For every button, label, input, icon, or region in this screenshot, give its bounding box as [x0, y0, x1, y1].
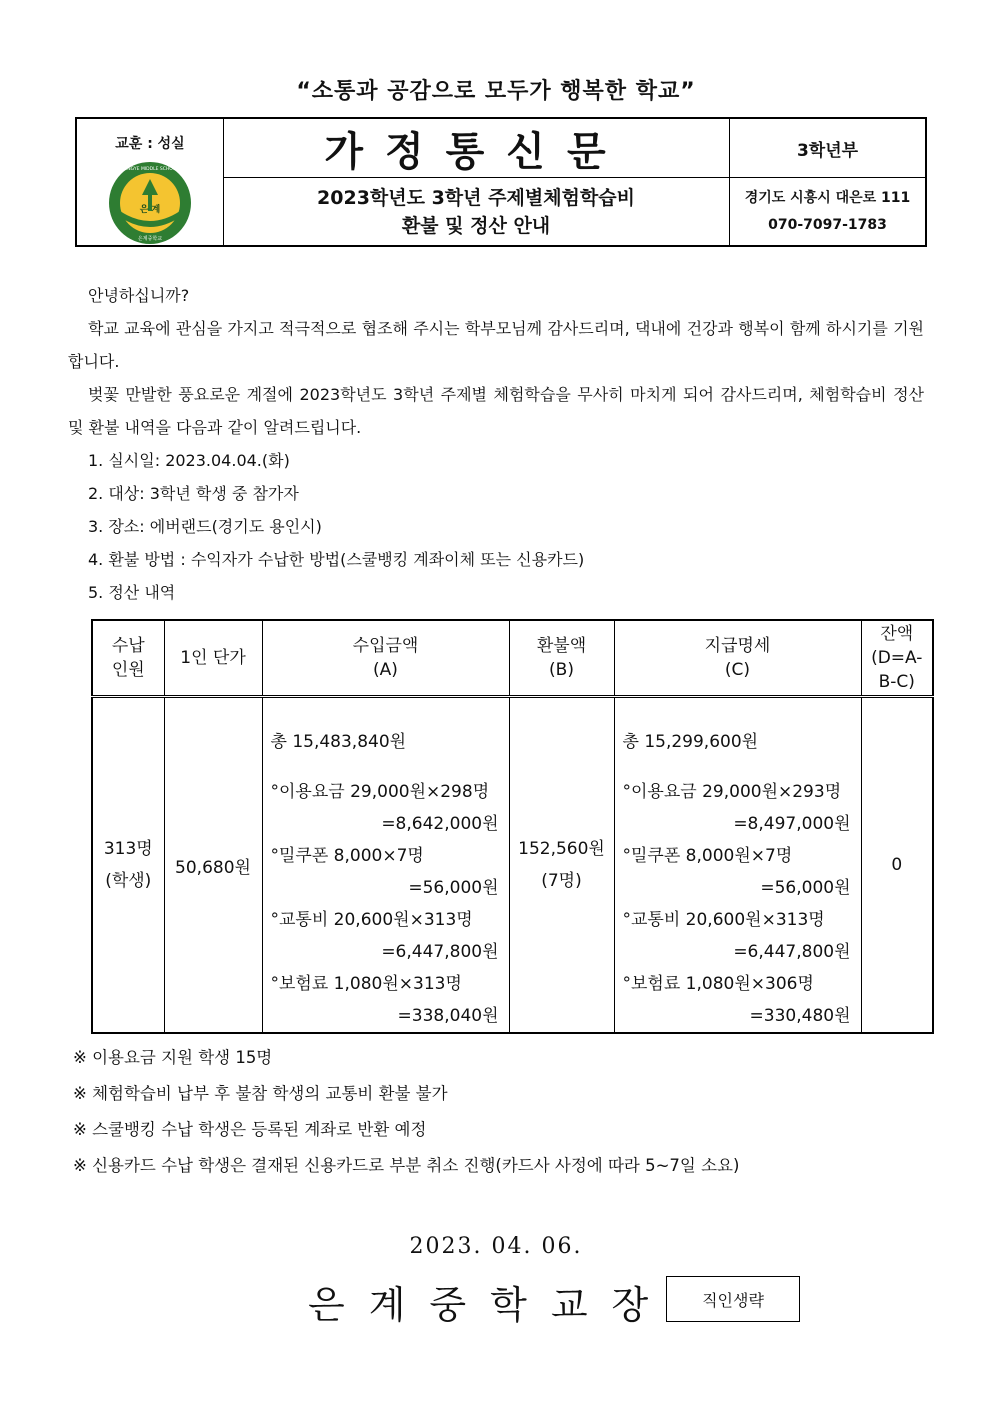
intro-paragraph-2: 벚꽃 만발한 풍요로운 계절에 2023학년도 3학년 주제별 체험학습을 무사히 마치게 되어 감사드리며, 체험학습비 정산 및 환불 내역을 다음과 같이 알려드립니다. — [68, 385, 924, 437]
expense-item-amount: =330,480원 — [749, 1006, 851, 1026]
school-phone: 070-7097-1783 — [768, 216, 887, 233]
table-row — [92, 697, 933, 1034]
document-title: 가정통신문 — [223, 119, 730, 178]
expense-item-amount: =8,497,000원 — [733, 814, 851, 834]
list-item: 4. 환불 방법 : 수익자가 수납한 방법(스쿨뱅킹 계좌이체 또는 신용카드) — [88, 550, 585, 569]
list-item: 1. 실시일: 2023.04.04.(화) — [88, 451, 290, 470]
header-refund: 환불액 (B) — [509, 620, 614, 697]
income-item-amount: =6,447,800원 — [381, 942, 499, 962]
document-subtitle — [223, 178, 730, 245]
income-total: 총 15,483,840원 — [270, 732, 407, 752]
expense-item-label: °교통비 20,600원×313명 — [622, 910, 825, 930]
issue-date: 2023. 04. 06. — [409, 1234, 583, 1259]
letter-body — [68, 279, 924, 609]
expense-item-label: °보험료 1,080원×306명 — [622, 974, 814, 994]
expense-item-label: °밀쿠폰 8,000원×7명 — [622, 846, 793, 866]
subtitle-line-2: 환불 및 정산 안내 — [401, 214, 551, 237]
subtitle-line-1: 2023학년도 3학년 주제별체험학습비 — [317, 186, 635, 209]
expense-item-amount: =6,447,800원 — [733, 942, 851, 962]
income-item-label: °보험료 1,080원×313명 — [270, 974, 462, 994]
list-item: 2. 대상: 3학년 학생 중 참가자 — [88, 484, 299, 503]
header-balance: 잔액 (D=A- B-C) — [861, 620, 933, 697]
school-emblem-icon — [108, 161, 192, 245]
cell-expense-detail — [614, 697, 861, 1034]
list-item: 5. 정산 내역 — [88, 583, 176, 602]
header-income: 수입금액 (A) — [262, 620, 509, 697]
cell-unit-price: 50,680원 — [164, 697, 262, 1034]
school-address: 경기도 시흥시 대은로 111 — [744, 189, 911, 206]
note-item: ※ 신용카드 수납 학생은 결재된 신용카드로 부분 취소 진행(카드사 사정에 따라 5~7일 소요) — [73, 1156, 740, 1175]
department: 3학년부 — [730, 119, 925, 178]
cell-count: 313명 (학생) — [92, 697, 164, 1034]
school-contact — [730, 178, 925, 245]
note-item: ※ 스쿨뱅킹 수납 학생은 등록된 계좌로 반환 예정 — [73, 1120, 427, 1139]
greeting: 안녕하십니까? — [88, 286, 190, 305]
principal-signature: 은계중학교장 — [308, 1283, 673, 1327]
income-item-amount: =338,040원 — [397, 1006, 499, 1026]
income-item-label: °밀쿠폰 8,000×7명 — [270, 846, 424, 866]
emblem-bottom-text: 은계중학교 — [137, 236, 163, 242]
header-unit-price: 1인 단가 — [164, 620, 262, 697]
income-item-label: °교통비 20,600원×313명 — [270, 910, 473, 930]
table-header-row — [92, 620, 933, 697]
expense-total: 총 15,299,600원 — [622, 732, 759, 752]
school-slogan: “소통과 공감으로 모두가 행복한 학교” — [296, 79, 696, 104]
cell-balance: 0 — [861, 697, 933, 1034]
income-item-label: °이용요금 29,000원×298명 — [270, 782, 490, 802]
emblem-top-text: EUNGYE MIDDLE SCHOOL — [121, 167, 179, 172]
note-item: ※ 체험학습비 납부 후 불참 학생의 교통비 환불 불가 — [73, 1084, 448, 1103]
seal-box: 직인생략 — [666, 1276, 800, 1322]
expense-item-label: °이용요금 29,000원×293명 — [622, 782, 842, 802]
list-item: 3. 장소: 에버랜드(경기도 용인시) — [88, 517, 322, 536]
expense-item-amount: =56,000원 — [760, 878, 851, 898]
notes-list — [73, 1040, 739, 1184]
cell-income-detail — [262, 697, 509, 1034]
emblem-center-text: 은 계 — [139, 205, 161, 215]
note-item: ※ 이용요금 지원 학생 15명 — [73, 1048, 273, 1067]
income-item-amount: =8,642,000원 — [381, 814, 499, 834]
school-identity — [77, 119, 224, 245]
income-item-amount: =56,000원 — [408, 878, 499, 898]
header-expense: 지급명세 (C) — [614, 620, 861, 697]
intro-paragraph-1: 학교 교육에 관심을 가지고 적극적으로 협조해 주시는 학부모님께 감사드리며, 댁내에 건강과 행복이 함께 하시기를 기원합니다. — [68, 319, 924, 371]
cell-refund: 152,560원 (7명) — [509, 697, 614, 1034]
settlement-table — [91, 619, 934, 1034]
school-motto: 교훈 : 성실 — [115, 136, 185, 152]
letter-header — [75, 117, 927, 247]
header-count: 수납 인원 — [92, 620, 164, 697]
